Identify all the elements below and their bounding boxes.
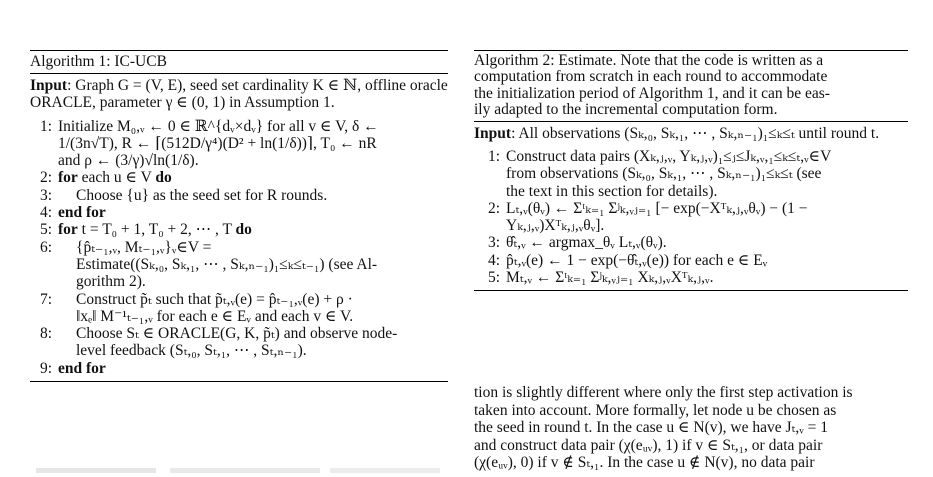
keyword: for bbox=[58, 169, 78, 187]
title-line: computation from scratch in each round to accommodate bbox=[474, 68, 828, 86]
paragraph-line: tion is slightly different where only the first step activation is bbox=[474, 384, 853, 401]
step-text bbox=[58, 187, 448, 204]
step-line: p̂ₜ,ᵥ(e) ← 1 − exp(−θ̂ₜ,ᵥ(e)) for each e ∈ Eᵥ bbox=[506, 251, 768, 269]
body-paragraph bbox=[474, 384, 908, 472]
step-line: and ρ ← (3/γ)√ln(1/δ). bbox=[58, 152, 199, 170]
step-line: Choose {u} as the seed set for R rounds. bbox=[76, 186, 328, 204]
step-text bbox=[506, 200, 908, 235]
step-number: 3: bbox=[487, 234, 500, 252]
keyword: for bbox=[58, 221, 78, 239]
paragraph-line: (χ(eᵤᵥ), 0) if v ∉ Sₜ,₁. In the case u ∉ N(v), no data pair bbox=[474, 454, 815, 472]
step-line: from observations (Sₖ,₀, Sₖ,₁, ⋯ , Sₖ,ₙ₋₁)₁≤ₖ≤ₜ (see bbox=[506, 165, 822, 183]
algorithm-step bbox=[474, 252, 908, 269]
algorithm-1-input bbox=[30, 77, 448, 112]
step-line: Construct p̃ₜ such that p̃ₜ,ᵥ(e) = p̂ₜ₋₁,ᵥ(e) + ρ · bbox=[76, 290, 353, 308]
step-line: Mₜ,ᵥ ← Σᵗₖ₌₁ Σʲₖ,ᵥⱼ₌₁ Xₖ,ⱼ,ᵥXᵀₖ,ⱼ,ᵥ. bbox=[506, 269, 714, 286]
algorithm-step bbox=[30, 325, 448, 360]
step-line: each u ∈ V bbox=[77, 169, 156, 187]
step-text bbox=[58, 221, 448, 238]
step-text bbox=[506, 269, 908, 286]
title-line: the initialization period of Algorithm 1, and it can be eas- bbox=[474, 84, 830, 102]
step-line: the text in this section for details). bbox=[506, 182, 718, 200]
step-text bbox=[58, 169, 448, 186]
step-number: 1: bbox=[487, 147, 500, 165]
algorithm-2-title bbox=[474, 51, 908, 122]
step-line: Estimate((Sₖ,₀, Sₖ,₁, ⋯ , Sₖ,ₙ₋₁)₁≤ₖ≤ₜ₋₁) (see Al- bbox=[76, 255, 378, 273]
algorithm-step bbox=[474, 269, 908, 286]
algorithm-1-frame bbox=[30, 50, 448, 382]
algorithm-step bbox=[30, 187, 448, 204]
algorithm-2-steps bbox=[474, 148, 908, 286]
step-line: 1/(3n√T), R ← ⌈(512D/γ⁴)(D² + ln(1/δ))⌉, T₀ ← nR bbox=[58, 134, 377, 152]
step-text bbox=[58, 118, 448, 170]
step-text bbox=[58, 239, 448, 291]
step-number: 4: bbox=[39, 204, 52, 222]
step-number: 3: bbox=[39, 186, 52, 204]
step-text bbox=[58, 291, 448, 326]
algorithm-2-frame bbox=[474, 50, 908, 291]
algorithm-step bbox=[474, 234, 908, 251]
algorithm-step bbox=[30, 169, 448, 186]
step-line: Choose Sₜ ∈ ORACLE(G, K, p̃ₜ) and observe node- bbox=[76, 325, 398, 343]
algorithm-step bbox=[30, 360, 448, 377]
step-line: ‖xₑ‖ M⁻¹ₜ₋₁,ᵥ for each e ∈ Eᵥ and each v ∈ V. bbox=[76, 307, 354, 325]
keyword: do bbox=[235, 221, 252, 239]
algorithm-2-box bbox=[474, 50, 908, 291]
keyword: do bbox=[155, 169, 172, 187]
step-line: Yₖ,ⱼ,ᵥ)Xᵀₖ,ⱼ,ᵥθᵥ]. bbox=[506, 217, 605, 235]
step-number: 2: bbox=[39, 169, 52, 187]
step-text bbox=[506, 234, 908, 251]
algorithm-1-steps bbox=[30, 118, 448, 377]
step-line: {p̂ₜ₋₁,ᵥ, Mₜ₋₁,ᵥ}ᵥ∈V = bbox=[76, 238, 212, 256]
step-number: 9: bbox=[39, 359, 52, 377]
step-number: 5: bbox=[487, 269, 500, 286]
input-label: Input bbox=[30, 77, 68, 94]
input-text: : All observations (Sₖ,₀, Sₖ,₁, ⋯ , Sₖ,ₙ₋₁)₁≤ₖ≤ₜ until round t. bbox=[511, 124, 880, 142]
algorithm-1-box bbox=[30, 50, 448, 382]
step-number: 2: bbox=[487, 199, 500, 217]
algorithm-step bbox=[30, 221, 448, 238]
step-line: level feedback (Sₜ,₀, Sₜ,₁, ⋯ , Sₜ,ₙ₋₁). bbox=[76, 342, 307, 360]
keyword: end for bbox=[58, 359, 106, 377]
algorithm-step bbox=[30, 118, 448, 170]
step-number: 1: bbox=[39, 117, 52, 135]
algorithm-2-body bbox=[474, 122, 908, 291]
cut-off-text-fragment bbox=[30, 462, 450, 477]
input-text: : Graph G = (V, E), seed set cardinality K ∈ ℕ, offline oracle ORACLE, parameter γ ∈ (0, 1) in Assumption 1. bbox=[30, 77, 448, 112]
step-number: 5: bbox=[39, 221, 52, 239]
algorithm-step bbox=[30, 204, 448, 221]
step-number: 6: bbox=[39, 238, 52, 256]
algorithm-1-title: Algorithm 1: IC-UCB bbox=[30, 51, 448, 74]
step-line: Lₜ,ᵥ(θᵥ) ← Σᵗₖ₌₁ Σʲₖ,ᵥⱼ₌₁ [− exp(−Xᵀₖ,ⱼ,ᵥθᵥ) − (1 − bbox=[506, 199, 808, 217]
step-line: Construct data pairs (Xₖ,ⱼ,ᵥ, Yₖ,ⱼ,ᵥ)₁≤ⱼ≤Jₖ,ᵥ,₁≤ₖ≤ₜ,ᵥ∈V bbox=[506, 147, 832, 165]
algorithm-step bbox=[474, 148, 908, 200]
step-line: t = T₀ + 1, T₀ + 2, ⋯ , T bbox=[77, 221, 236, 239]
step-number: 4: bbox=[487, 251, 500, 269]
paragraph-line: and construct data pair (χ(eᵤᵥ), 1) if v ∈ Sₜ,₁, or data pair bbox=[474, 436, 823, 454]
step-text bbox=[58, 325, 448, 360]
algorithm-1-body bbox=[30, 74, 448, 381]
step-line: gorithm 2). bbox=[76, 273, 146, 291]
algorithm-2-input bbox=[474, 125, 908, 142]
input-label: Input bbox=[474, 124, 512, 142]
algorithm-step bbox=[474, 200, 908, 235]
paragraph-line: taken into account. More formally, let node u be chosen as bbox=[474, 401, 837, 419]
step-text bbox=[506, 148, 908, 200]
step-text bbox=[58, 204, 448, 221]
step-number: 7: bbox=[39, 290, 52, 308]
title-line: ily adapted to the incremental computation form. bbox=[474, 101, 778, 119]
step-text bbox=[58, 360, 448, 377]
algorithm-step bbox=[30, 291, 448, 326]
step-number: 8: bbox=[39, 325, 52, 343]
step-line: θ̂ₜ,ᵥ ← argmax_θᵥ Lₜ,ᵥ(θᵥ). bbox=[506, 234, 667, 252]
step-line: Initialize M₀,ᵥ ← 0 ∈ ℝ^{dᵥ×dᵥ} for all v ∈ V, δ ← bbox=[58, 117, 379, 135]
title-line: Algorithm 2: Estimate. Note that the code is written as a bbox=[474, 52, 824, 69]
step-text bbox=[506, 252, 908, 269]
keyword: end for bbox=[58, 204, 106, 222]
paragraph-line: the seed in round t. In the case u ∈ N(v), we have Jₜ,ᵥ = 1 bbox=[474, 419, 828, 437]
algorithm-step bbox=[30, 239, 448, 291]
